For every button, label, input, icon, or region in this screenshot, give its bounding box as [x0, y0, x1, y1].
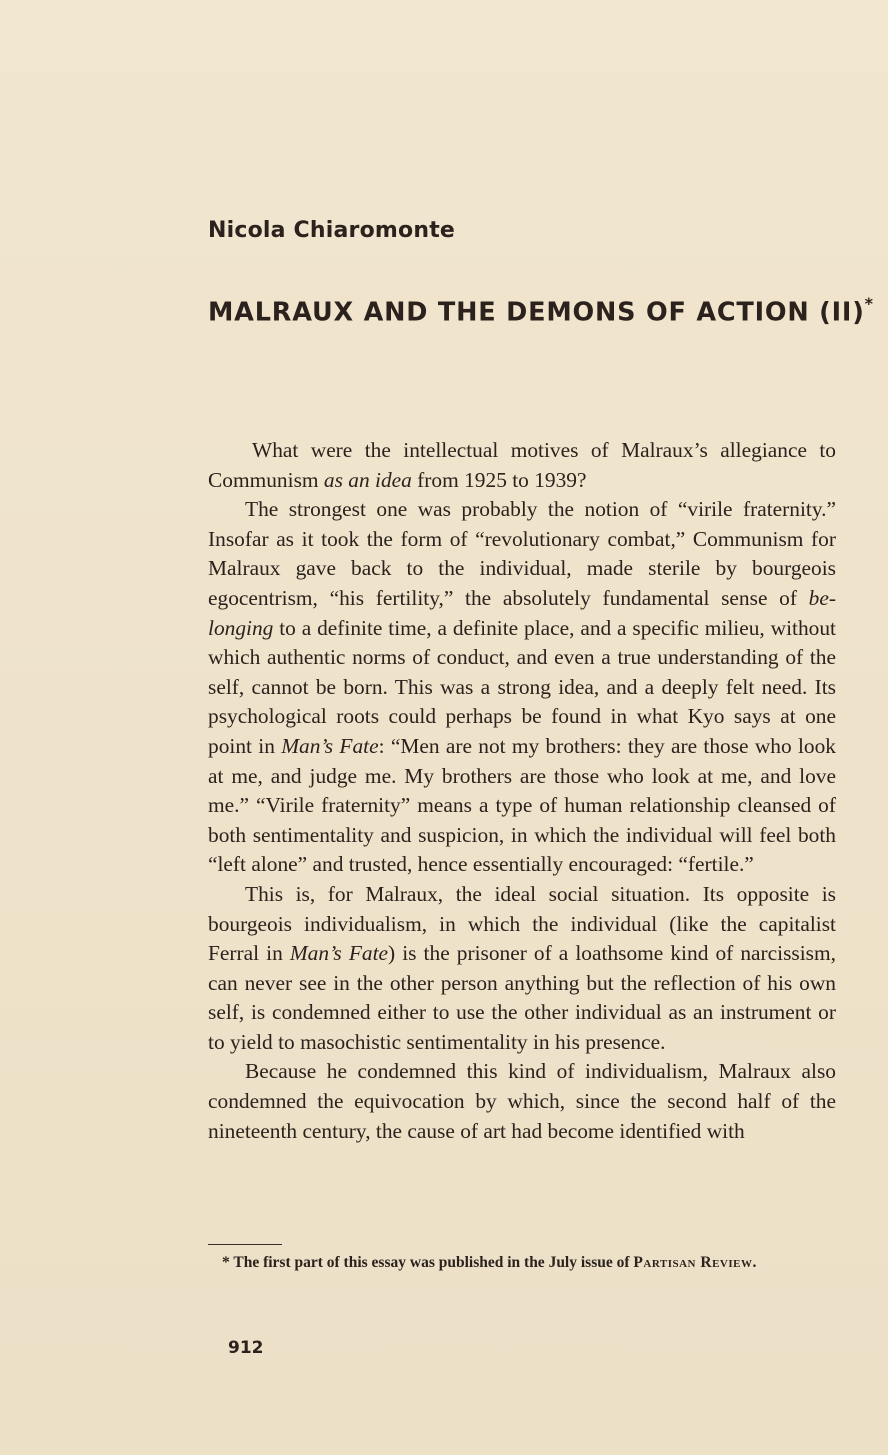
paragraph-segment: ) is the prisoner of a loathsome kind of narcissism, can never see in the other person anything but the reflection of his own self, is condemned either to use the other individual as an instrument or to yield to masochistic sentimentality in his presence.: [208, 941, 836, 1054]
author-name: Nicola Chiaromonte: [208, 218, 456, 243]
footnote-text-end: .: [752, 1254, 757, 1271]
paragraph-segment-italic: Man’s Fate: [281, 733, 379, 758]
footnote-divider: [208, 1244, 282, 1245]
footnote-journal-name: Partisan Review: [633, 1254, 753, 1271]
footnote-text: The first part of this essay was published in the July issue of: [233, 1254, 634, 1271]
footnote-marker: *: [222, 1254, 230, 1271]
paragraph-segment: from 1925 to 1939?: [411, 467, 587, 492]
paragraph-segment-italic: belonging: [208, 585, 836, 640]
body-paragraph-4: [208, 1057, 836, 1146]
paragraph-segment-italic: Man’s Fate: [289, 941, 389, 966]
paragraph-segment: The strongest one was probably the notion of “virile fraternity.” Insofar as it took the form of “revolutionary combat,” Communism for Malraux gave back to the individual, made sterile by bourgeois egocentrism, “his fertility,” the absolutely fundamental sense of: [208, 497, 836, 610]
paragraph-segment-italic: as an idea: [323, 467, 412, 492]
page-number: 912: [228, 1338, 264, 1358]
paragraph-segment: : “Men are not my brothers: they are those who look at me, and judge me. My brothers are those who look at me, and love me.” “Virile fraternity” means a type of human relationship cleansed of both sentimentality and suspicion, in which the individual will feel both “left alone” and trusted, hence essentially encouraged: “fertile.”: [208, 733, 836, 877]
article-title: [208, 296, 874, 328]
article-body: [208, 436, 836, 1146]
body-paragraph-2: [208, 495, 836, 880]
paragraph-segment: Because he condemned this kind of individualism, Malraux also condemned the equivocation by which, since the second half of the nineteenth century, the cause of art had become identified with: [208, 1059, 836, 1143]
body-paragraph-3: [208, 880, 836, 1058]
title-footnote-marker: *: [864, 294, 874, 313]
paragraph-segment: to a definite time, a definite place, and a specific milieu, without which authentic norms of conduct, and even a true understanding of the self, cannot be born. This was a strong idea, and a deeply felt need. Its psychological roots could perhaps be found in what Kyo says at one point in: [208, 615, 836, 758]
paragraph-segment: What were the intellectual motives of Malraux’s allegiance to Communism: [208, 438, 836, 492]
paragraph-segment: This is, for Malraux, the ideal social situation. Its opposite is bourgeois individualism, in which the individual (like the capitalist Ferral in: [208, 881, 836, 966]
article-title-text: MALRAUX AND THE DEMONS OF ACTION (II): [208, 297, 865, 328]
footnote: [208, 1252, 836, 1274]
footnote-paragraph: [208, 1252, 836, 1274]
body-paragraph-1: [208, 436, 836, 495]
